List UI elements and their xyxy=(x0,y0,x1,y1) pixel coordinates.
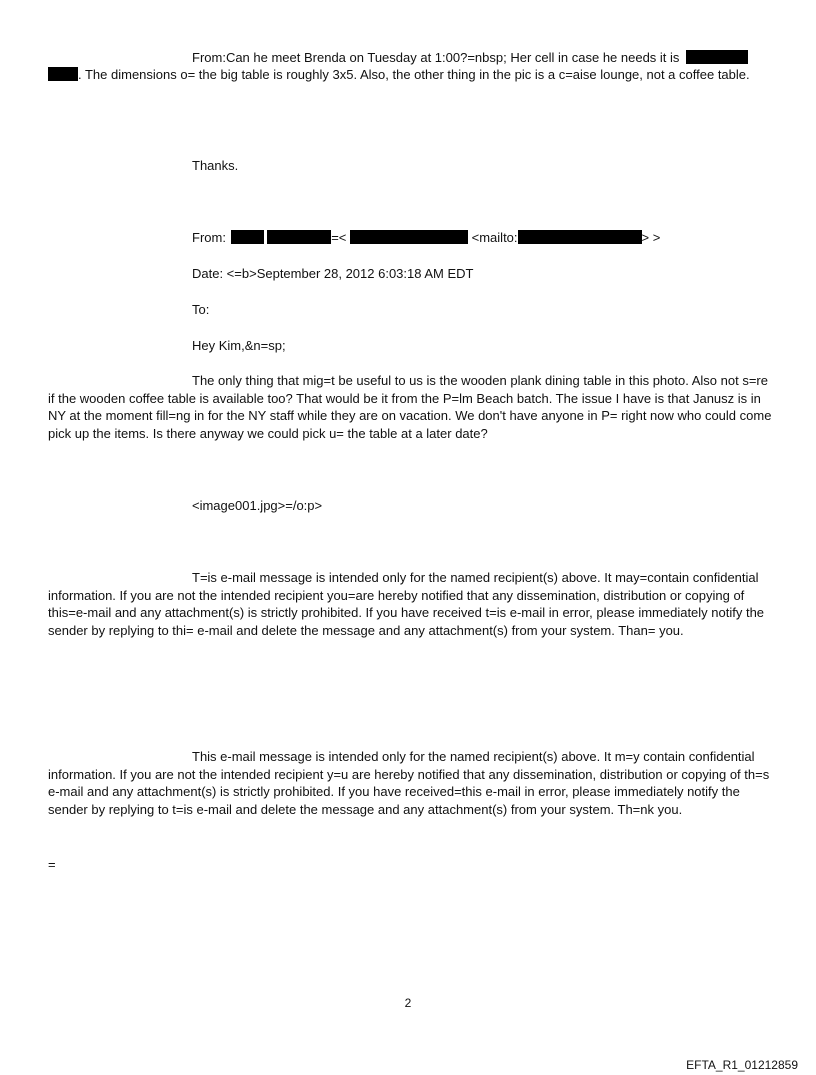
date-line: Date: <=b>September 28, 2012 6:03:18 AM EDT xyxy=(192,266,474,281)
from-end: > > xyxy=(641,230,661,245)
disclaimer-second: This e-mail message is intended only for the named recipient(s) above. It m=y contain confidential information. If you are not the intended recipient y=u are hereby notified that any dissemination, distribution or copying of th=s e-mail and any attachment(s) is strictly prohibited. If you have received=this e-mail in error, please immediately notify the sender by replying to t=is e-mail and delete the message and any attachment(s) from your system. Th=nk you. xyxy=(48,749,770,817)
bates-number: EFTA_R1_01212859 xyxy=(686,1058,798,1072)
message-body: The only thing that mig=t be useful to us is the wooden plank dining table in this photo. Also not s=re if the wooden coffee table is available too? That would be it from the P=lm Beach batch. The issue I have is that Janusz is in NY at the moment fill=ng in for the NY staff while they are on vacation. We don't have anyone in P= right now who could come pick up the items. Is there anyway we could pick u= the table at a later date? xyxy=(48,373,772,441)
redaction-box xyxy=(231,230,264,244)
from-header xyxy=(192,229,752,247)
reply-continuation xyxy=(48,66,778,84)
redaction-box xyxy=(686,50,748,64)
reply-first-line xyxy=(192,49,792,67)
from-label: From: xyxy=(192,230,226,245)
reply-text-continued: . The dimensions o= the big table is roughly 3x5. Also, the other thing in the pic is a c=aise lounge, not a coffee table. xyxy=(78,67,750,82)
reply-text: From:Can he meet Brenda on Tuesday at 1:00?=nbsp; Her cell in case he needs it is xyxy=(192,50,680,65)
redaction-box xyxy=(518,230,642,244)
from-eq: =< xyxy=(331,230,347,245)
redaction-box xyxy=(350,230,468,244)
redaction-box xyxy=(267,230,331,244)
redaction-box xyxy=(48,67,78,81)
to-line: To: xyxy=(192,302,210,317)
mailto-label: <mailto: xyxy=(471,230,518,245)
page-number: 2 xyxy=(404,996,412,1010)
trailing-equals: = xyxy=(48,857,56,872)
greeting-line: Hey Kim,&n=sp; xyxy=(192,338,286,353)
image-reference: <image001.jpg>=/o:p> xyxy=(192,498,323,513)
thanks-line: Thanks. xyxy=(192,158,239,173)
disclaimer-first: T=is e-mail message is intended only for the named recipient(s) above. It may=contain confidential information. If you are not the intended recipient you=are hereby notified that any dissemination, distribution or copying of this=e-mail and any attachment(s) is strictly prohibited. If you have received t=is e-mail in error, please immediately notify the sender by replying to thi= e-mail and delete the message and any attachment(s) from your system. Than= you. xyxy=(48,570,765,638)
